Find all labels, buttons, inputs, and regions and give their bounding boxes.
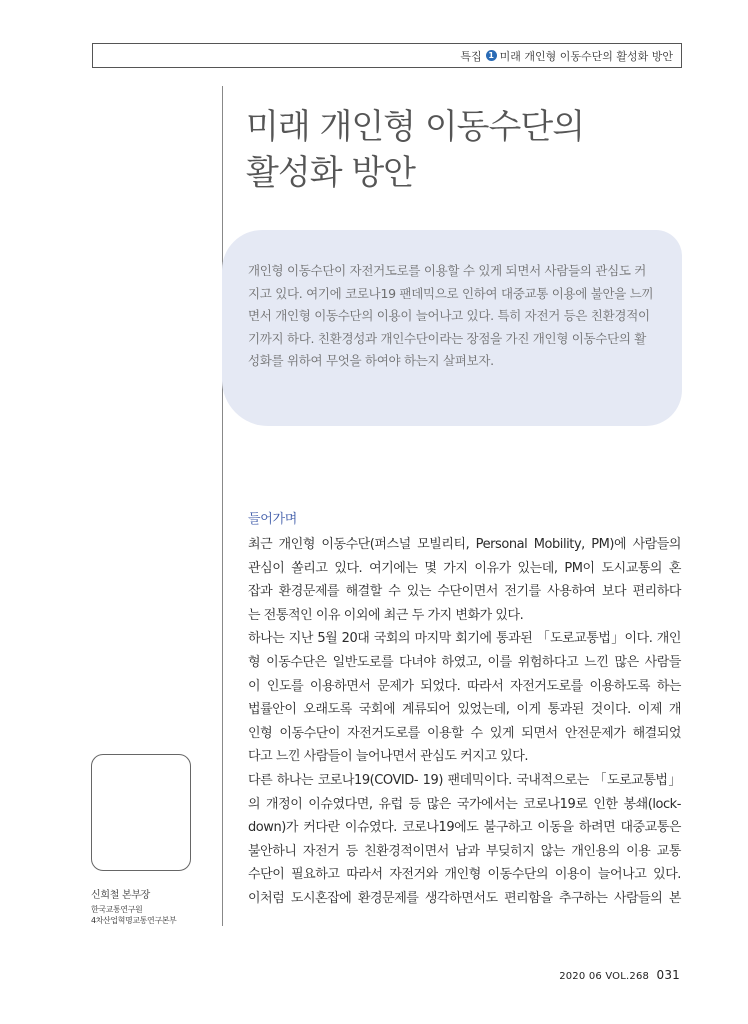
- running-header: [92, 43, 682, 68]
- body-text: [248, 533, 681, 911]
- body-line: 수단이 필요하고 따라서 자전거와 개인형 이동수단의 이용이 늘어나고 있다.: [248, 867, 681, 883]
- body-line: 는 전통적인 이유 이외에 최근 두 가지 변화가 있다.: [248, 607, 524, 623]
- body-line: 인형 이동수단이 자전거도로를 이용할 수 있게 되면서 안전문제가 해결되었: [248, 725, 681, 741]
- summary-line: 면서 개인형 이동수단의 이용이 늘어나고 있다. 특히 자전거 등은 친환경적이: [248, 308, 650, 324]
- page-footer: [559, 968, 680, 982]
- body-line: 잡과 환경문제를 해결할 수 있는 수단이면서 전기를 사용하여 보다 편리하다: [248, 584, 681, 600]
- author-name: 신희철 본부장: [91, 890, 151, 901]
- summary-line: 개인형 이동수단이 자전거도로를 이용할 수 있게 되면서 사람들의 관심도 커: [248, 263, 647, 278]
- author-affiliation: 한국교통연구원: [91, 905, 143, 914]
- page-number: 031: [656, 968, 680, 982]
- summary-line: 성화를 위하여 무엇을 하여야 하는지 살펴보자.: [248, 353, 494, 369]
- body-line: 하나는 지난 5월 20대 국회의 마지막 회기에 통과된 「도로교통법」이다. 개인: [248, 631, 681, 647]
- summary-line: 기까지 하다. 친환경성과 개인수단이라는 장점을 가진 개인형 이동수단의 활: [248, 330, 647, 346]
- header-number-badge: 1: [486, 50, 497, 61]
- body-line: down)가 커다란 이슈였다. 코로나19에도 불구하고 이동을 하려면 대중교통은: [248, 820, 681, 836]
- summary-box: [222, 230, 682, 426]
- header-section-label: 특집: [460, 49, 482, 63]
- body-line: 불안하니 자전거 등 친환경적이면서 남과 부딪히지 않는 개인용의 이용 교통: [248, 843, 681, 859]
- title-line: 활성화 방안: [246, 153, 416, 193]
- body-line: 이처럼 도시혼잡에 환경문제를 생각하면서도 편리함을 추구하는 사람들의 본: [248, 890, 681, 906]
- author-photo-frame: [91, 754, 191, 871]
- article-title: [246, 104, 686, 196]
- body-line: 법률안이 오래도록 국회에 계류되어 있었는데, 이게 통과된 것이다. 이제 개: [248, 702, 681, 718]
- title-line: 미래 개인형 이동수단의: [246, 107, 585, 147]
- body-line: 다른 하나는 코로나19(COVID- 19) 팬데믹이다. 국내적으로는 「도로교통법」: [248, 772, 681, 788]
- section-subhead: 들어가며: [248, 512, 298, 527]
- author-block: [91, 886, 211, 926]
- header-title: 미래 개인형 이동수단의 활성화 방안: [499, 49, 673, 63]
- body-line: 의 개정이 이슈였다면, 유럽 등 많은 국가에서는 코로나19로 인한 봉쇄(lock-: [248, 796, 681, 812]
- issue-label: 2020 06 VOL.268: [559, 971, 650, 982]
- author-affiliation: 4차산업혁명교통연구본부: [91, 916, 177, 925]
- body-line: 다고 느낀 사람들이 늘어나면서 관심도 커지고 있다.: [248, 749, 529, 765]
- body-line: 이 인도를 이용하면서 문제가 되었다. 따라서 자전거도로를 이용하도록 하는: [248, 678, 681, 694]
- body-line: 형 이동수단은 일반도로를 다녀야 하였고, 이를 위험하다고 느낀 많은 사람들: [248, 654, 681, 670]
- body-line: 최근 개인형 이동수단(퍼스널 모빌리티, Personal Mobility, PM)에 사람들의: [248, 537, 681, 552]
- body-line: 관심이 쏠리고 있다. 여기에는 몇 가지 이유가 있는데, PM이 도시교통의 혼: [248, 560, 681, 576]
- summary-line: 지고 있다. 여기에 코로나19 팬데믹으로 인하여 대중교통 이용에 불안을 느끼: [248, 285, 654, 301]
- column-divider: [222, 86, 223, 926]
